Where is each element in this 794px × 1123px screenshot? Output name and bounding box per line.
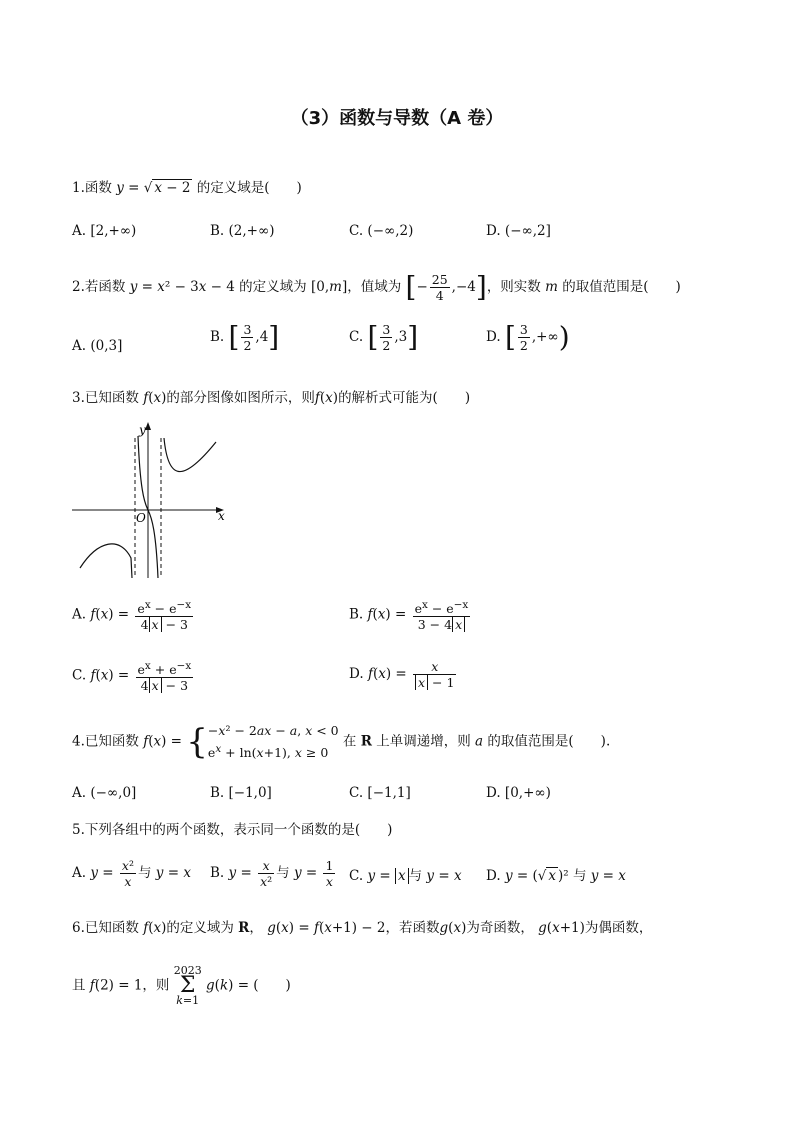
q2-mid2: ，值域为	[347, 279, 402, 295]
q3-option-d: D. f(x) = $\frac{x}{x - 1}$	[349, 659, 455, 690]
question-6-line1: 6.已知函数 f(x)的定义域为 R， g(x) = f(x+1) − 2，若函数g(x)为奇函数， g(x+1)为偶函数，	[72, 920, 653, 936]
q4-option-b: B. [−1,0]	[210, 785, 272, 801]
q3-suffix: 的解析式可能为( )	[338, 390, 471, 406]
q3-option-b: B. f(x) = $\frac{e^x - e^{-x}}{3 - 4 x}$	[349, 599, 469, 633]
q2-option-a: A. (0,3]	[72, 338, 123, 354]
function-graph	[68, 418, 233, 583]
q4-prefix: 4.已知函数	[72, 733, 139, 750]
question-2: 2.若函数 y = x² − 3x − 4 的定义域为 [0,m]，值域为 [− $\frac{25}{4}$ ,−4]，则实数 m 的取值范围是( )	[72, 270, 681, 304]
q2-mid1: 的定义域为	[239, 279, 307, 295]
q1-option-d: D. (−∞,2]	[486, 223, 551, 239]
q4-option-c: C. [−1,1]	[349, 785, 411, 801]
q3-prefix: 3.已知函数	[72, 390, 139, 406]
q2-option-b: B. [ $\frac{3}{2}$ ,4]	[210, 320, 280, 354]
q3-option-c: C. f(x) = $\frac{e^x + e^{-x}}{4 x - 3}$	[72, 660, 192, 694]
q4-suffix2: 的取值范围是( ).	[487, 733, 611, 750]
q3-mid: 的部分图像如图所示，则	[166, 390, 315, 406]
origin-label: O	[136, 511, 146, 525]
page-title: （3）函数与导数（A 卷）	[290, 108, 504, 129]
q4-option-d: D. [0,+∞)	[486, 785, 551, 801]
q1-option-b: B. (2,+∞)	[210, 223, 275, 239]
q2-option-c: C. [ $\frac{3}{2}$ ,3]	[349, 320, 419, 354]
q1-option-a: A. [2,+∞)	[72, 223, 137, 239]
x-axis-label: x	[218, 509, 225, 523]
q2-option-d: D. [ $\frac{3}{2}$ ,+∞)	[486, 320, 570, 354]
curve-left-branch	[80, 544, 132, 578]
q3-option-a: A. f(x) = $\frac{e^x - e^{-x}}{4 x - 3}$	[72, 599, 192, 633]
y-axis-arrow	[145, 422, 151, 430]
question-4: 4.已知函数 f(x) = {−x² − 2ax − a, x < 0 $e^x + \ln(x+1)$, x ≥ 0 在 R 上单调递增，则 a 的取值范围是( ).	[72, 722, 611, 763]
q5-option-d: D. y = (√ x )² 与 y = x	[486, 868, 626, 884]
q5-option-c: C. y = x 与 y = x	[349, 868, 462, 884]
q2-suffix: ，则实数	[486, 279, 541, 295]
q5-option-a: A. y = $\frac{\text{x²}}{x}$ 与 y = x	[72, 858, 191, 889]
q1-suffix: 的定义域是( )	[196, 180, 302, 196]
curve-right-branch	[164, 438, 216, 472]
q5-option-b: B. y = $\frac{x}{\text{x²}}$ 与 y = $\frac{1}{x}$	[210, 858, 334, 889]
q2-prefix: 2.若函数	[72, 279, 126, 295]
q2-suffix2: 的取值范围是( )	[562, 279, 681, 295]
q1-option-c: C. (−∞,2)	[349, 223, 414, 239]
q1-prefix: 1.函数	[72, 180, 112, 196]
y-axis-label: y	[139, 423, 146, 437]
question-3: 3.已知函数 f(x)的部分图像如图所示，则f(x)的解析式可能为( )	[72, 390, 471, 406]
q4-option-a: A. (−∞,0]	[72, 785, 137, 801]
question-5: 5.下列各组中的两个函数，表示同一个函数的是( )	[72, 822, 393, 838]
question-1: 1.函数 y = √ x − 2 的定义域是( )	[72, 180, 302, 196]
question-6-line2: 且 f(2) = 1，则 2023 Σ k=1 g(k) = ( )	[72, 964, 291, 1007]
q4-suffix: 上单调递增，则	[376, 733, 471, 750]
